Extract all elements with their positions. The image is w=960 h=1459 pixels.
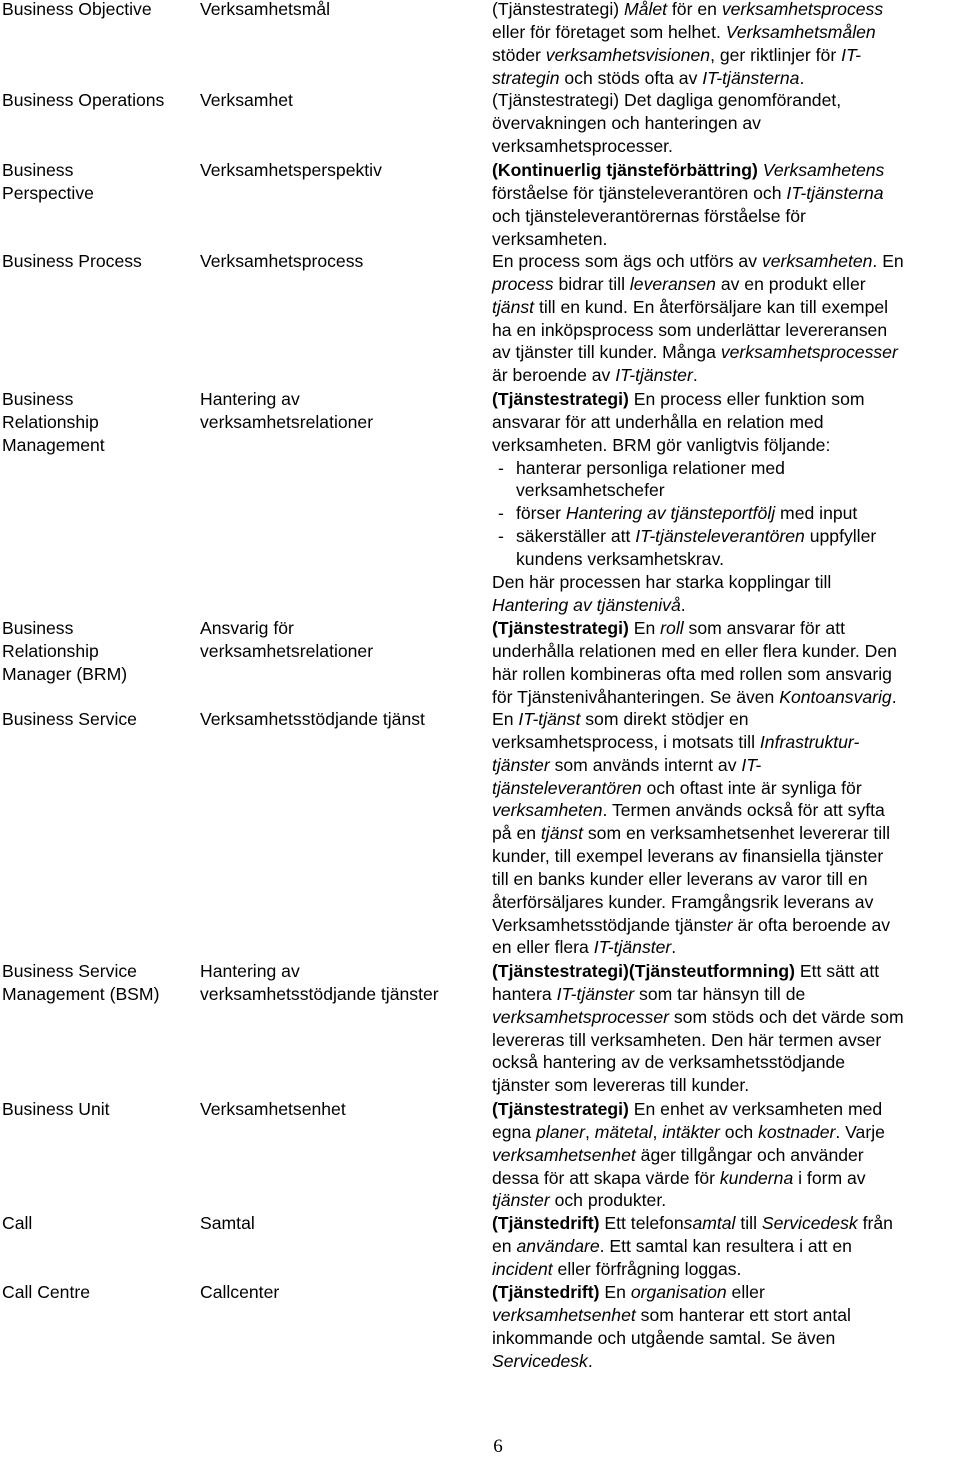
definition-line: process bidrar till leveransen av en produkt eller	[492, 273, 866, 294]
swedish-line: Hantering av	[200, 389, 300, 409]
definition-line: ansvarar för att underhålla en relation med	[492, 411, 824, 432]
term-english	[2, 159, 192, 205]
term-definition	[492, 1212, 958, 1281]
term-english	[2, 960, 192, 1006]
term-line: Business Objective	[2, 0, 152, 19]
definition-line: kunder, till exempel leverans av finansiella tjänster	[492, 846, 884, 867]
definition-line: till en banks kunder eller leverans av varor till en	[492, 868, 868, 889]
definition-line: eller för företaget som helhet. Verksamhetsmålen	[492, 21, 876, 42]
term-line: Business Operations	[2, 90, 165, 110]
term-swedish	[200, 617, 485, 663]
definition-line: dessa för att skapa värde för kunderna i form av	[492, 1167, 866, 1188]
term-swedish	[200, 1281, 485, 1304]
term-line: Business	[2, 389, 74, 409]
definition-line: en användare. Ett samtal kan resultera i att en	[492, 1235, 852, 1256]
term-definition	[492, 708, 958, 959]
definition-line: Hantering av tjänstenivå.	[492, 594, 686, 615]
term-line: Relationship	[2, 640, 99, 661]
term-definition	[492, 250, 958, 387]
term-line: Call	[2, 1213, 33, 1233]
term-english	[2, 0, 192, 21]
definition-line: (Tjänstestrategi) Målet för en verksamhetsprocess	[492, 0, 884, 19]
term-english	[2, 1098, 192, 1121]
term-english	[2, 388, 192, 457]
term-definition	[492, 388, 958, 616]
definition-line: verksamhetsprocesser som stöds och det värde som	[492, 1006, 904, 1027]
term-swedish	[200, 250, 485, 273]
term-definition	[492, 1098, 958, 1212]
definition-line: (Tjänstestrategi) Det dagliga genomförandet,	[492, 90, 842, 110]
definition-line: En IT-tjänst som direkt stödjer en	[492, 709, 749, 729]
term-line: Business	[2, 160, 74, 180]
definition-line: för Tjänstenivåhanteringen. Se även Kontoansvarig.	[492, 686, 897, 707]
bullet-item: - förser Hantering av tjänsteportfölj med input	[498, 503, 858, 524]
term-english	[2, 89, 192, 112]
swedish-line: Verksamhetsstödjande tjänst	[200, 709, 425, 729]
swedish-line: Callcenter	[200, 1282, 280, 1302]
term-english	[2, 617, 192, 686]
definition-line: av tjänster till kunder. Många verksamhetsprocesser	[492, 342, 898, 363]
definition-line: verksamhetsenhet som hanterar ett stort antal	[492, 1304, 851, 1325]
swedish-line: verksamhetsrelationer	[200, 411, 374, 432]
definition-line: Verksamhetsstödjande tjänster är ofta beroende av	[492, 914, 891, 935]
definition-line: förståelse för tjänsteleverantören och IT-tjänsterna	[492, 182, 884, 203]
term-swedish	[200, 0, 485, 21]
term-line: Business Service	[2, 709, 137, 729]
definition-line: och tjänsteleverantörernas förståelse för	[492, 205, 806, 226]
term-english	[2, 1281, 192, 1304]
term-english	[2, 1212, 192, 1235]
swedish-line: Verksamhetsperspektiv	[200, 160, 382, 180]
definition-line: (Tjänstedrift) Ett telefonsamtal till Servicedesk från	[492, 1213, 893, 1233]
definition-line: verksamheten.	[492, 228, 608, 249]
definition-line: tjänster som levereras till kunder.	[492, 1075, 750, 1096]
definition-line: övervakningen och hanteringen av	[492, 112, 761, 133]
definition-line: tjänst till en kund. En återförsäljare kan till exempel	[492, 296, 889, 317]
definition-line: verksamhetsprocess, i motsats till Infrastruktur-	[492, 731, 860, 752]
term-line: Management (BSM)	[2, 983, 160, 1004]
definition-line: underhålla relationen med en eller flera kunder. Den	[492, 640, 897, 661]
definition-line: (Tjänstestrategi)(Tjänsteutformning) Ett sätt att	[492, 961, 880, 981]
definition-line: tjänsteleverantören och oftast inte är synliga för	[492, 777, 862, 798]
term-swedish	[200, 708, 485, 731]
definition-line: incident eller förfrågning loggas.	[492, 1258, 742, 1279]
definition-line: Servicedesk.	[492, 1350, 593, 1371]
definition-line: hantera IT-tjänster som tar hänsyn till de	[492, 983, 806, 1004]
term-swedish	[200, 159, 485, 182]
swedish-line: Verksamhetsmål	[200, 0, 331, 19]
swedish-line: Verksamhet	[200, 90, 293, 110]
term-line: Perspective	[2, 182, 94, 203]
definition-line: strategin och stöds ofta av IT-tjänsterna.	[492, 67, 805, 88]
term-definition	[492, 960, 958, 1097]
term-line: Relationship	[2, 411, 99, 432]
term-swedish	[200, 1098, 485, 1121]
term-line: Business Service	[2, 961, 137, 981]
definition-line: verksamhetschefer	[516, 480, 665, 501]
term-definition	[492, 1281, 958, 1372]
definition-line: återförsäljares kunder. Framgångsrik leverans av	[492, 891, 874, 912]
definition-line: (Tjänstestrategi) En process eller funktion som	[492, 389, 865, 409]
definition-line: också hantering av de verksamhetsstödjande	[492, 1052, 846, 1073]
definition-line: levereras till verksamheten. Den här termen avser	[492, 1029, 882, 1050]
definition-line: (Tjänstedrift) En organisation eller	[492, 1282, 765, 1302]
definition-line: är beroende av IT-tjänster.	[492, 365, 698, 386]
term-swedish	[200, 89, 485, 112]
definition-line: inkommande och utgående samtal. Se även	[492, 1327, 836, 1348]
definition-line: här rollen kombineras ofta med rollen som ansvarig	[492, 663, 892, 684]
swedish-line: Hantering av	[200, 961, 300, 981]
definition-line: på en tjänst som en verksamhetsenhet levererar till	[492, 823, 891, 844]
page-number: 6	[493, 1436, 503, 1457]
definition-line: egna planer, mätetal, intäkter och kostnader. Varje	[492, 1121, 885, 1142]
swedish-line: verksamhetsrelationer	[200, 640, 374, 661]
swedish-line: verksamhetsstödjande tjänster	[200, 983, 439, 1004]
definition-line: verksamhetsenhet äger tillgångar och använder	[492, 1144, 864, 1165]
definition-line: verksamheten. Termen används också för att syfta	[492, 800, 885, 821]
definition-line: en eller flera IT-tjänster.	[492, 937, 677, 958]
definition-line: (Tjänstestrategi) En enhet av verksamheten med	[492, 1099, 883, 1119]
definition-line: En process som ägs och utförs av verksamheten. En	[492, 251, 904, 271]
term-swedish	[200, 960, 485, 1006]
term-line: Business Process	[2, 251, 142, 271]
term-line: Management	[2, 434, 105, 455]
swedish-line: Verksamhetsenhet	[200, 1099, 346, 1119]
definition-line: tjänster som används internt av IT-	[492, 754, 762, 775]
term-swedish	[200, 1212, 485, 1235]
swedish-line: Samtal	[200, 1213, 255, 1233]
term-definition	[492, 617, 958, 708]
definition-line: ha en inköpsprocess som underlättar levereransen	[492, 319, 888, 340]
term-definition	[492, 159, 958, 250]
term-swedish	[200, 388, 485, 434]
definition-line: stöder verksamhetsvisionen, ger riktlinjer för IT-	[492, 44, 861, 65]
definition-line: tjänster och produkter.	[492, 1190, 667, 1211]
bullet-item: - hanterar personliga relationer med	[498, 457, 785, 478]
swedish-line: Verksamhetsprocess	[200, 251, 364, 271]
definition-line: verksamheten. BRM gör vanligtvis följande:	[492, 434, 831, 455]
definition-line: verksamhetsprocesser.	[492, 135, 673, 156]
bullet-dash: -	[498, 526, 504, 547]
term-line: Business	[2, 618, 74, 638]
bullet-item: - säkerställer att IT-tjänsteleverantören uppfyller	[498, 526, 877, 547]
term-english	[2, 708, 192, 731]
term-definition	[492, 89, 958, 158]
definition-line: (Kontinuerlig tjänsteförbättring) Verksamhetens	[492, 160, 885, 180]
term-english	[2, 250, 192, 273]
definition-line: Den här processen har starka kopplingar till	[492, 571, 832, 592]
definition-line: kundens verksamhetskrav.	[516, 548, 724, 569]
term-line: Manager (BRM)	[2, 663, 128, 684]
definition-line: (Tjänstestrategi) En roll som ansvarar för att	[492, 618, 845, 638]
term-line: Business Unit	[2, 1099, 110, 1119]
term-definition	[492, 0, 958, 89]
swedish-line: Ansvarig för	[200, 618, 294, 638]
bullet-dash: -	[498, 503, 504, 524]
term-line: Call Centre	[2, 1282, 91, 1302]
bullet-dash: -	[498, 457, 504, 478]
